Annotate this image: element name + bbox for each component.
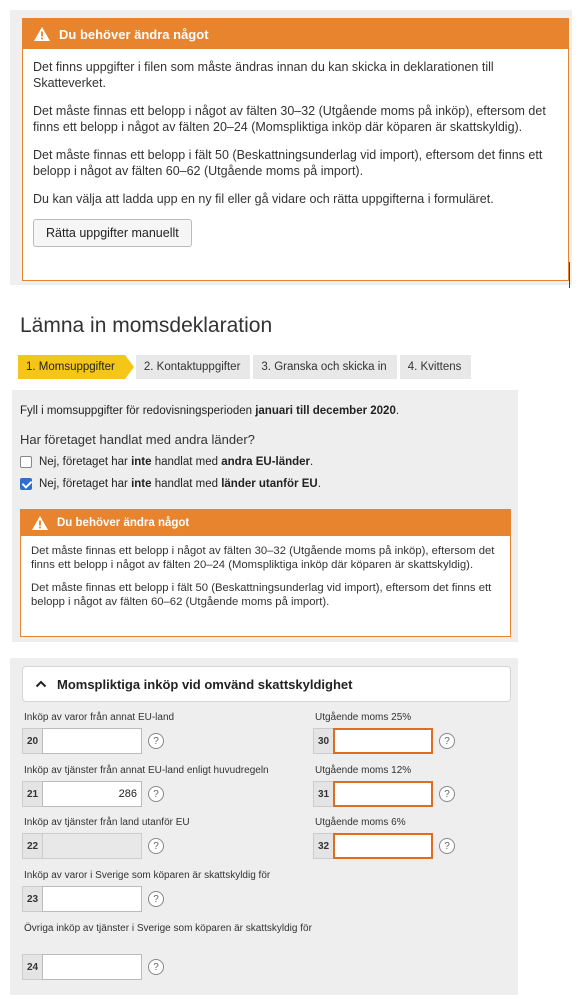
step-kontaktuppgifter[interactable]: 2. Kontaktuppgifter xyxy=(136,355,251,379)
checkbox-eu[interactable] xyxy=(20,456,32,468)
checkbox-eu-row[interactable] xyxy=(20,456,313,468)
field-number: 22 xyxy=(22,833,42,859)
alert-paragraph: Det finns uppgifter i filen som måste ändras innan du kan skicka in deklarationen till Skatteverket. xyxy=(33,60,494,90)
field-22-input[interactable] xyxy=(42,833,142,859)
field-22 xyxy=(22,833,164,859)
step-kvittens[interactable]: 4. Kvittens xyxy=(400,355,472,379)
field-number: 21 xyxy=(22,781,42,807)
checkbox-eu-label: Nej, företaget har inte handlat med andra EU-länder. xyxy=(39,456,314,468)
step-granska[interactable]: 3. Granska och skicka in xyxy=(253,355,396,379)
help-icon[interactable]: ? xyxy=(148,733,164,749)
field-21-input[interactable] xyxy=(42,781,142,807)
field-32 xyxy=(313,833,455,859)
checkbox-non-eu-row[interactable] xyxy=(20,478,321,490)
field-22-label: Inköp av tjänster från land utanför EU xyxy=(24,817,190,828)
field-20-input[interactable] xyxy=(42,728,142,754)
field-20-label: Inköp av varor från annat EU-land xyxy=(24,712,175,723)
field-number: 20 xyxy=(22,728,42,754)
field-23 xyxy=(22,886,164,912)
alert-body xyxy=(23,49,568,257)
intro-period: januari till december 2020 xyxy=(255,405,396,417)
accordion-title: Momspliktiga inköp vid omvänd skattskyldighet xyxy=(57,676,353,692)
help-icon[interactable]: ? xyxy=(148,786,164,802)
field-21 xyxy=(22,781,164,807)
field-24 xyxy=(22,954,164,980)
validation-alert xyxy=(20,509,511,637)
step-indicator xyxy=(18,355,471,379)
field-30-label: Utgående moms 25% xyxy=(315,712,412,723)
page-title: Lämna in momsdeklaration xyxy=(20,314,273,337)
file-error-alert xyxy=(22,18,569,281)
field-30-input[interactable] xyxy=(333,728,433,754)
warning-icon xyxy=(31,515,49,531)
help-icon[interactable]: ? xyxy=(439,838,455,854)
field-31 xyxy=(313,781,455,807)
field-number: 24 xyxy=(22,954,42,980)
field-number: 32 xyxy=(313,833,333,859)
alert-body xyxy=(21,536,510,626)
field-30 xyxy=(313,728,455,754)
field-number: 31 xyxy=(313,781,333,807)
field-23-label: Inköp av varor i Sverige som köparen är skattskyldig för xyxy=(24,870,271,881)
checkbox-non-eu[interactable] xyxy=(20,478,32,490)
field-24-input[interactable] xyxy=(42,954,142,980)
intro-suffix: . xyxy=(395,405,400,417)
text-cursor xyxy=(569,262,570,288)
alert-title: Du behöver ändra något xyxy=(57,517,190,529)
trade-question: Har företaget handlat med andra länder? xyxy=(20,432,255,447)
field-31-input[interactable] xyxy=(333,781,433,807)
alert-paragraph: Du kan välja att ladda upp en ny fil eller gå vidare och rätta uppgifterna i formuläret. xyxy=(33,192,494,206)
field-number: 30 xyxy=(313,728,333,754)
alert-title: Du behöver ändra något xyxy=(59,26,209,42)
fix-manually-button[interactable]: Rätta uppgifter manuellt xyxy=(33,219,192,247)
intro-prefix: Fyll i momsuppgifter för redovisningsperioden xyxy=(20,405,256,417)
step-momsuppgifter[interactable]: 1. Momsuppgifter xyxy=(18,355,125,379)
field-32-input[interactable] xyxy=(333,833,433,859)
field-20 xyxy=(22,728,164,754)
alert-paragraph: Det måste finnas ett belopp i fält 50 (Beskattningsunderlag vid import), eftersom det finns ett belopp i något av fälten 60–62 (Utgående moms på import). xyxy=(33,148,543,178)
help-icon[interactable]: ? xyxy=(148,838,164,854)
field-32-label: Utgående moms 6% xyxy=(315,817,406,828)
help-icon[interactable]: ? xyxy=(439,733,455,749)
alert-paragraph: Det måste finnas ett belopp i något av fälten 30–32 (Utgående moms på inköp), eftersom det finns ett belopp i något av fälten 20–24 (Momspliktiga inköp där köparen är skattskyldig). xyxy=(33,104,546,134)
chevron-up-icon xyxy=(35,680,47,688)
field-number: 23 xyxy=(22,886,42,912)
help-icon[interactable]: ? xyxy=(148,959,164,975)
warning-icon xyxy=(33,26,51,42)
help-icon[interactable]: ? xyxy=(148,891,164,907)
alert-header xyxy=(23,19,568,49)
field-24-label: Övriga inköp av tjänster i Sverige som köparen är skattskyldig för xyxy=(24,923,312,934)
field-23-input[interactable] xyxy=(42,886,142,912)
alert-header xyxy=(21,510,510,536)
intro-text xyxy=(20,405,399,417)
alert-paragraph: Det måste finnas ett belopp i något av fälten 30–32 (Utgående moms på inköp), eftersom det finns ett belopp i något av fälten 20–24 (Momspliktiga inköp där köparen är skattskyldig). xyxy=(31,545,495,571)
help-icon[interactable]: ? xyxy=(439,786,455,802)
field-31-label: Utgående moms 12% xyxy=(315,765,412,776)
checkbox-non-eu-label: Nej, företaget har inte handlat med länder utanför EU. xyxy=(39,478,321,490)
alert-paragraph: Det måste finnas ett belopp i fält 50 (Beskattningsunderlag vid import), eftersom det finns ett belopp i något av fälten 60–62 (Utgående moms på import). xyxy=(31,582,492,608)
accordion-header[interactable] xyxy=(22,666,511,702)
field-21-label: Inköp av tjänster från annat EU-land enligt huvudregeln xyxy=(24,765,269,776)
